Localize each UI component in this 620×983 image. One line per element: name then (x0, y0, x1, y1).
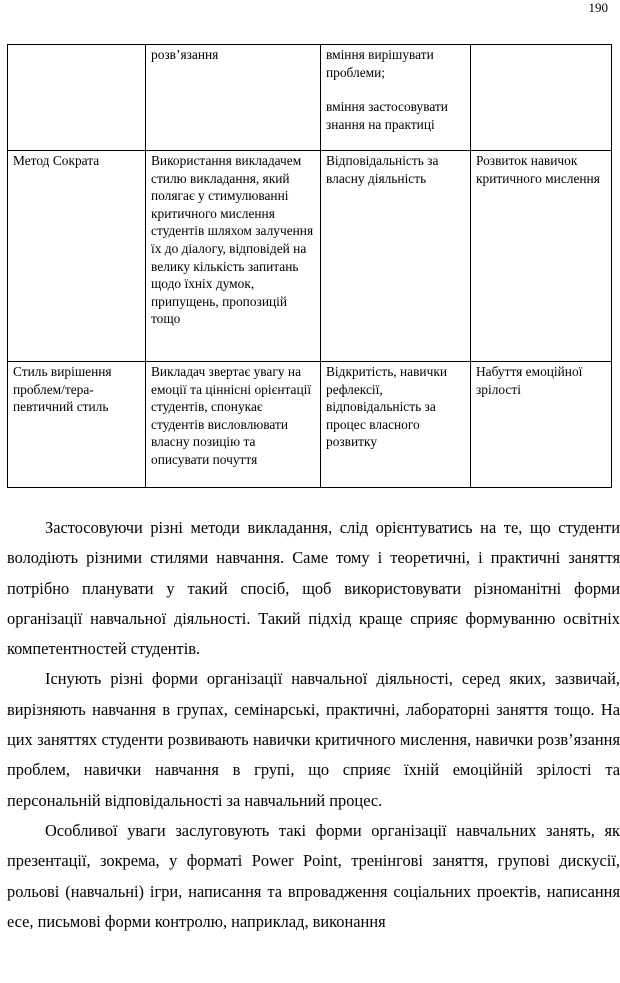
table-cell-outcome (471, 362, 612, 488)
table-cell-outcome (471, 45, 612, 151)
paragraph: Існують різні форми організації навчальної діяльності, серед яких, зазвичай, вирізняють навчання в групах, семінарські, практичні, лабораторні заняття тощо. На цих заняттях студенти розвивають навички критичного мислення, навички розв’язання проблем, навички навчання в групі, що сприяє їхній емоційній зрілості та персональній відповідальності за навчальний процес. (7, 669, 620, 810)
table-cell-description (146, 45, 321, 151)
cell-text: Метод Сократа (13, 153, 100, 168)
table-row (8, 151, 612, 362)
cell-text: Викладач звертає увагу на емоції та ціннісні орієнтації студентів, спонукає студентів висловлювати власну позицію та описувати почуття (151, 364, 312, 467)
table-cell-method (8, 151, 146, 362)
body-text (7, 513, 620, 937)
teaching-methods-table (7, 44, 612, 488)
cell-text: Використання викладачем стилю викладання, який полягає у стимулюванні критичного мислення студентів шляхом залучення їх до діалогу, відповідей на велику кількість запитань щодо їхніх думок, припущень, пропозицій тощо (151, 153, 314, 327)
table-cell-competences (321, 45, 471, 151)
paragraph: Особливої уваги заслуговують такі форми організації навчальних занять, як презентації, зокрема, у форматі Power Point, тренінгові заняття, групові дискусії, рольові (навчальні) ігри, написання та впровадження соціальних проектів, написання есе, письмові форми контролю, наприклад, виконання (7, 820, 620, 931)
cell-text: Відкритість, навички рефлексії, відповідальність за процес власного розвитку (326, 364, 448, 450)
table-cell-description (146, 151, 321, 362)
table-row (8, 45, 612, 151)
table-cell-description (146, 362, 321, 488)
cell-text: Стиль вирішення проблем/тера-певтичний стиль (13, 364, 112, 415)
table-cell-method (8, 45, 146, 151)
page-number: 190 (588, 0, 608, 15)
cell-text: Набуття емоційної зрілості (476, 364, 583, 397)
cell-text: розв’язання (151, 47, 219, 62)
table-row (8, 362, 612, 488)
table-cell-competences (321, 362, 471, 488)
table-cell-competences (321, 151, 471, 362)
paragraph: Застосовуючи різні методи викладання, слід орієнтуватись на те, що студенти володіють різними стилями навчання. Саме тому і теоретичні, і практичні заняття потрібно планувати у такий спосіб, щоб використовувати різноманітні форми організації навчальної діяльності. Такий підхід краще сприяє формуванню освітніх компетентностей студентів. (7, 518, 620, 659)
cell-text: вміння вирішувати проблеми; (326, 47, 434, 80)
table-cell-method (8, 362, 146, 488)
cell-text: Відповідальність за власну діяльність (326, 153, 439, 186)
cell-text: вміння застосовувати знання на практиці (326, 99, 448, 132)
table-cell-outcome (471, 151, 612, 362)
cell-text: Розвиток навичок критичного мислення (476, 153, 600, 186)
